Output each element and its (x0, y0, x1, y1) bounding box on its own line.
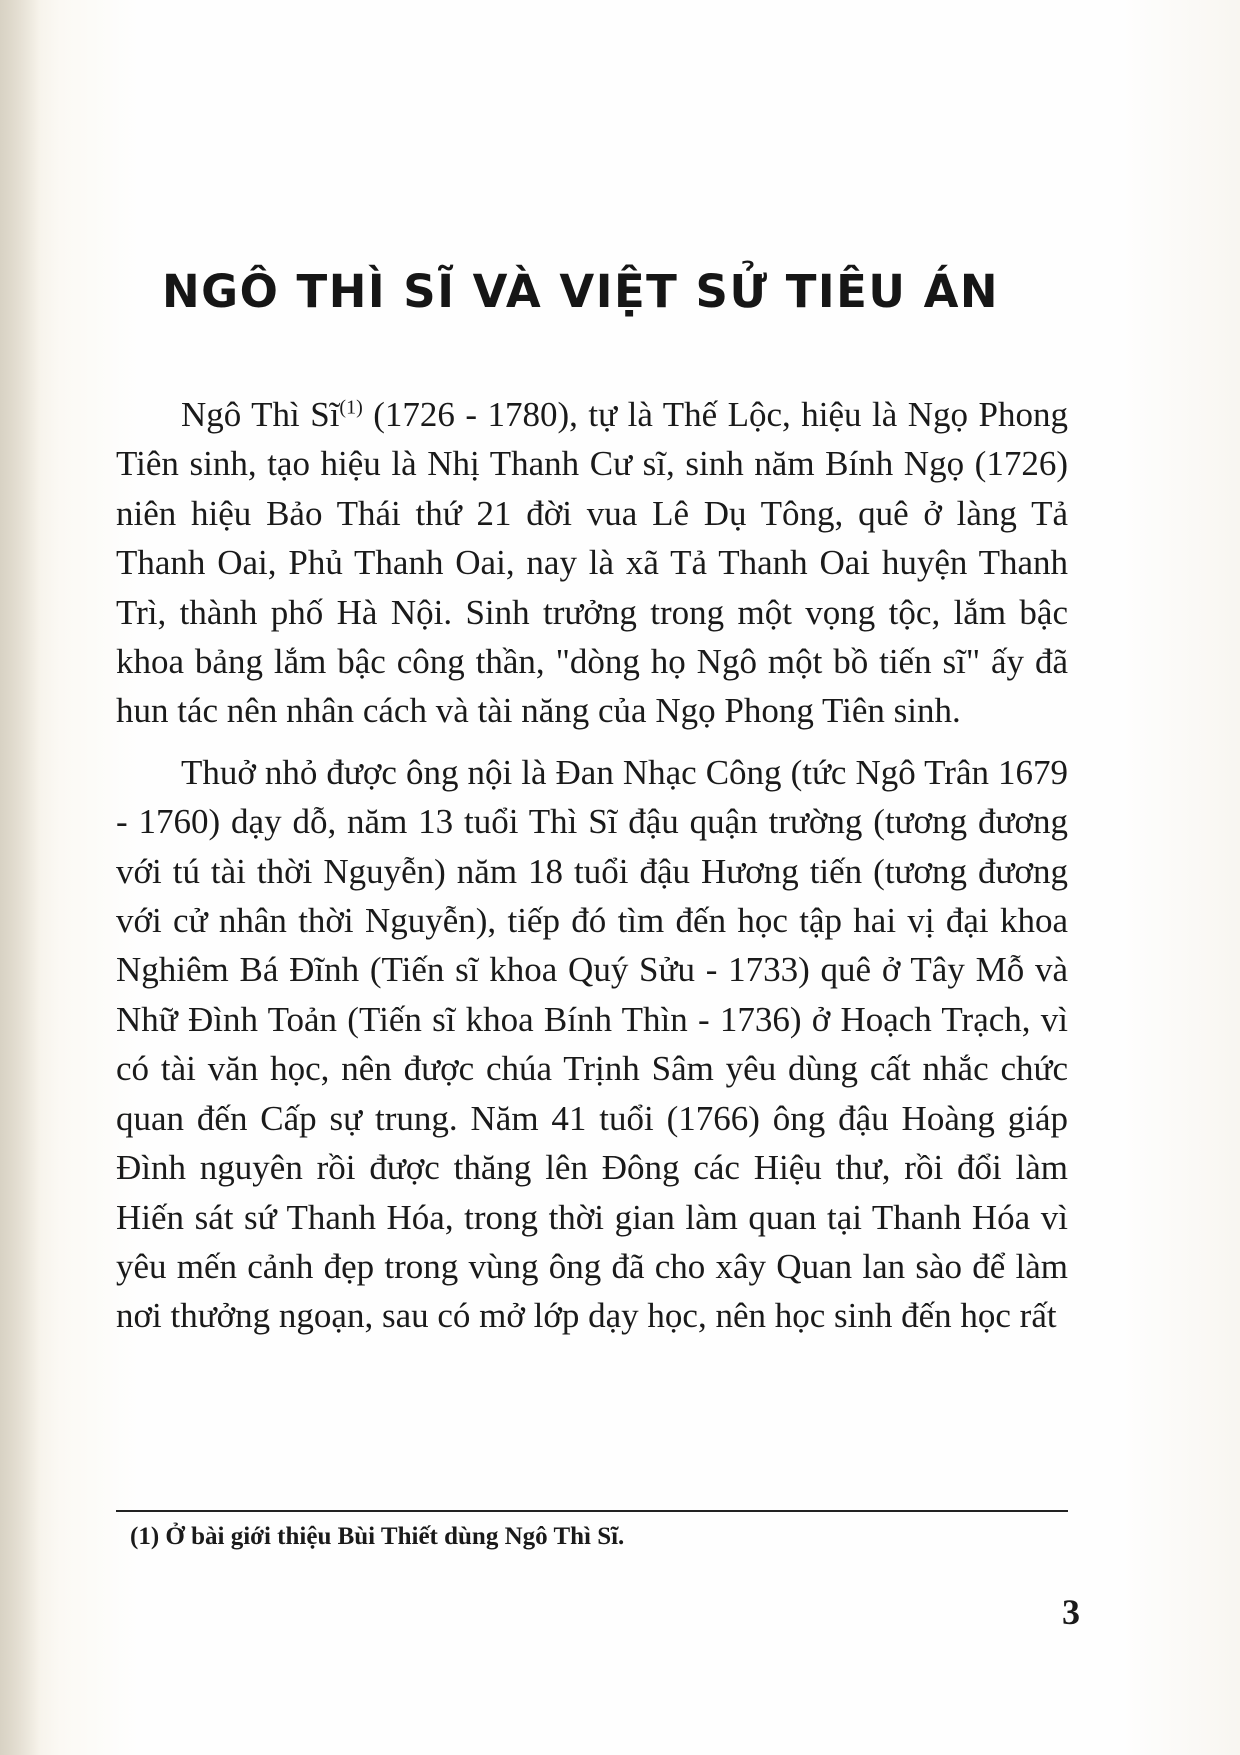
paragraph-1-start: Ngô Thì Sĩ (181, 395, 340, 434)
footnote-marker: (1) (339, 396, 363, 419)
page-number: 3 (1062, 1592, 1080, 1632)
paragraph-1-rest: (1726 - 1780), tự là Thế Lộc, hiệu là Ngọ Phong Tiên sinh, tạo hiệu là Nhị Thanh Cư sĩ, sinh năm Bính Ngọ (1726) niên hiệu Bảo Thái thứ 21 đời vua Lê Dụ Tông, quê ở làng Tả Thanh Oai, Phủ Thanh Oai, nay là xã Tả Thanh Oai huyện Thanh Trì, thành phố Hà Nội. Sinh trưởng trong một vọng tộc, lắm bậc khoa bảng lắm bậc công thần, "dòng họ Ngô một bồ tiến sĩ" ấy đã hun tác nên nhân cách và tài năng của Ngọ Phong Tiên sinh. (116, 395, 1069, 731)
paragraph-1 (116, 390, 1068, 736)
chapter-heading: NGÔ THÌ SĨ VÀ VIỆT SỬ TIÊU ÁN (162, 265, 1000, 318)
paragraph-2: Thuở nhỏ được ông nội là Đan Nhạc Công (tức Ngô Trân 1679 - 1760) dạy dỗ, năm 13 tuổi Thì Sĩ đậu quận trường (tương đương với tú tài thời Nguyễn) năm 18 tuổi đậu Hương tiến (tương đương với cử nhân thời Nguyễn), tiếp đó tìm đến học tập hai vị đại khoa Nghiêm Bá Đĩnh (Tiến sĩ khoa Quý Sửu - 1733) quê ở Tây Mỗ và Nhữ Đình Toản (Tiến sĩ khoa Bính Thìn - 1736) ở Hoạch Trạch, vì có tài văn học, nên được chúa Trịnh Sâm yêu dùng cất nhắc chức quan đến Cấp sự trung. Năm 41 tuổi (1766) ông đậu Hoàng giáp Đình nguyên rồi được thăng lên Đông các Hiệu thư, rồi đổi làm Hiến sát sứ Thanh Hóa, trong thời gian làm quan tại Thanh Hóa vì yêu mến cảnh đẹp trong vùng ông đã cho xây Quan lan sào để làm nơi thưởng ngoạn, sau có mở lớp dạy học, nên học sinh đến học rất (116, 752, 1068, 1336)
footnote-divider (116, 1510, 1068, 1512)
body-text (116, 390, 1068, 1353)
page-binding-shadow (0, 0, 40, 1755)
footnote: (1) Ở bài giới thiệu Bùi Thiết dùng Ngô Thì Sĩ. (130, 1523, 625, 1550)
